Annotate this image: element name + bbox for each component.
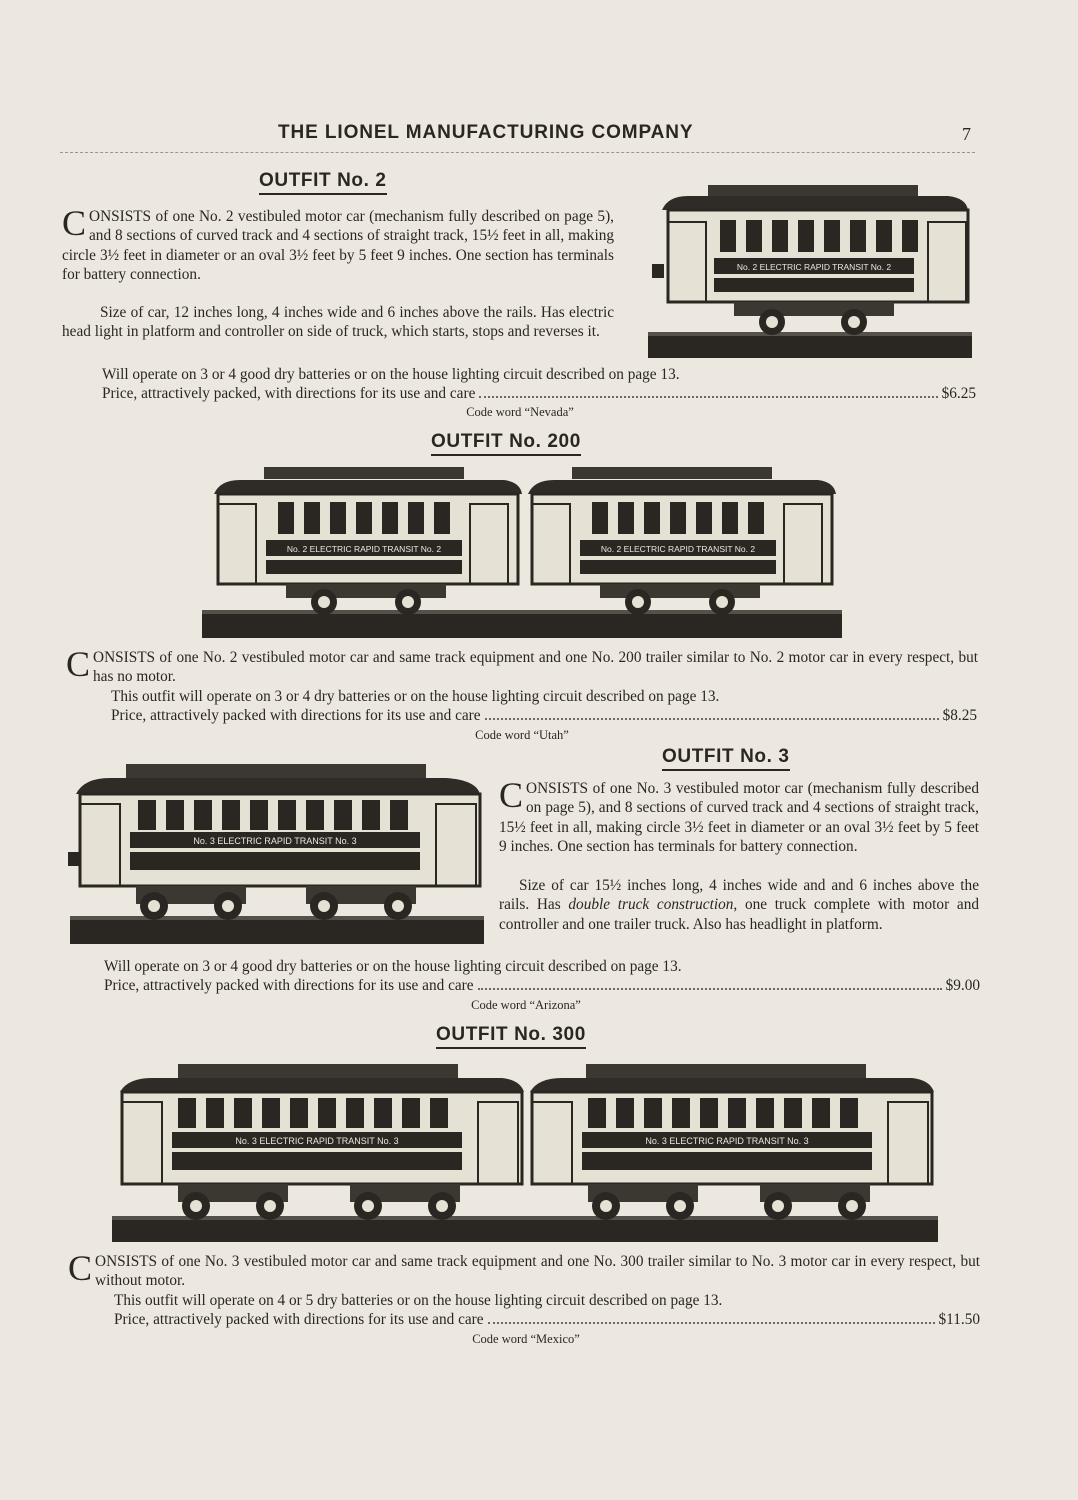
outfit-200-operate-text: This outfit will operate on 3 or 4 dry batteries or on the house lighting circuit described on page 13. xyxy=(111,688,720,705)
car-sign: No. 2 ELECTRIC RAPID TRANSIT No. 2 xyxy=(736,262,892,272)
dot-leader xyxy=(485,706,939,720)
price-value: $6.25 xyxy=(941,385,976,402)
outfit-3-size-a: Size of car 15½ inches long, 4 inches wide and and 6 inches above the rails. Has xyxy=(499,877,979,914)
page-number: 7 xyxy=(962,124,971,144)
outfit-3-title: OUTFIT No. 3 xyxy=(662,746,790,771)
outfit-300-para1: ONSISTS of one No. 3 vestibuled motor car and same track equipment and one No. 300 trailer similar to No. 3 motor car in every respect, but without motor. xyxy=(95,1253,980,1290)
dropcap: C xyxy=(62,203,87,243)
outfit-300-price-line xyxy=(114,1310,980,1329)
outfit-300-code-word: Code word “Mexico” xyxy=(472,1332,580,1346)
outfit-3-operate-text: Will operate on 3 or 4 good dry batteries or on the house lighting circuit described on page 13. xyxy=(104,958,682,975)
outfit-3-size-text xyxy=(499,876,979,934)
car-sign: No. 3 ELECTRIC RAPID TRANSIT No. 3 xyxy=(193,836,357,846)
car-sign: No. 2 ELECTRIC RAPID TRANSIT No. 2 xyxy=(286,544,442,554)
outfit-3-para1: ONSISTS of one No. 3 vestibuled motor car (mechanism fully described on page 5), and 8 sections of curved track and 4 sections of straight track, 15½ feet in all, making circle 3½ feet in diameter or an oval 3½ feet by 5 feet 9 inches. One section has terminals for battery connection. xyxy=(499,780,979,855)
price-label: Price, attractively packed with directions for its use and care xyxy=(114,1311,484,1328)
dropcap: C xyxy=(66,644,91,684)
outfit-300-operate-text: This outfit will operate on 4 or 5 dry batteries or on the house lighting circuit described on page 13. xyxy=(114,1292,723,1309)
price-label: Price, attractively packed, with directions for its use and care xyxy=(102,385,476,402)
dot-leader xyxy=(479,384,937,398)
outfit-3-car-illustration xyxy=(66,760,484,946)
outfit-300-description xyxy=(68,1248,980,1291)
car-sign: No. 2 ELECTRIC RAPID TRANSIT No. 2 xyxy=(600,544,756,554)
outfit-3-size-b: , one truck complete with motor and controller and one trailer truck. Also has headlight in platform. xyxy=(499,896,979,933)
company-name: THE LIONEL MANUFACTURING COMPANY xyxy=(278,122,694,143)
car-sign: No. 3 ELECTRIC RAPID TRANSIT No. 3 xyxy=(235,1136,399,1146)
outfit-200-price-line xyxy=(111,706,977,725)
price-label: Price, attractively packed with directions for its use and care xyxy=(111,707,481,724)
car-sign: No. 3 ELECTRIC RAPID TRANSIT No. 3 xyxy=(645,1136,809,1146)
outfit-2-title: OUTFIT No. 2 xyxy=(259,170,387,195)
dot-leader xyxy=(488,1310,935,1324)
outfit-2-size-text: Size of car, 12 inches long, 4 inches wide and 6 inches above the rails. Has electric head light in platform and controller on side of truck, which starts, stops and reverses it. xyxy=(62,304,614,341)
dropcap: C xyxy=(499,775,524,815)
running-header xyxy=(60,118,975,153)
price-value: $8.25 xyxy=(942,707,977,724)
outfit-200-para1: ONSISTS of one No. 2 vestibuled motor car and same track equipment and one No. 200 trailer similar to No. 2 motor car in every respect, but has no motor. xyxy=(93,649,978,686)
outfit-300-title: OUTFIT No. 300 xyxy=(436,1024,586,1049)
outfit-2-para1: ONSISTS of one No. 2 vestibuled motor car (mechanism fully described on page 5), and 8 sections of curved track and 4 sections of straight track, 15½ feet in all, making circle 3½ feet in diameter or an oval 3½ feet by 5 feet 9 inches. One section has terminals for battery connection. xyxy=(62,208,614,283)
outfit-200-code-word: Code word “Utah” xyxy=(475,728,569,742)
price-label: Price, attractively packed with directions for its use and care xyxy=(104,977,474,994)
outfit-3-code-word: Code word “Arizona” xyxy=(471,998,581,1012)
outfit-200-title: OUTFIT No. 200 xyxy=(431,431,581,456)
outfit-200-car-illustration xyxy=(202,464,842,640)
price-value: $9.00 xyxy=(945,977,980,994)
dot-leader xyxy=(478,976,942,990)
dropcap: C xyxy=(68,1248,93,1288)
outfit-2-car-illustration xyxy=(648,182,972,360)
outfit-2-description xyxy=(62,203,614,284)
outfit-2-code-word: Code word “Nevada” xyxy=(466,405,574,419)
outfit-2-operate-text: Will operate on 3 or 4 good dry batteries or on the house lighting circuit described on page 13. xyxy=(102,366,680,383)
price-value: $11.50 xyxy=(938,1311,980,1328)
double-truck-emphasis: double truck construction xyxy=(568,896,734,914)
outfit-3-description xyxy=(499,775,979,856)
outfit-2-price-line xyxy=(102,384,976,403)
outfit-3-price-line xyxy=(104,976,980,995)
outfit-200-description xyxy=(66,644,978,687)
outfit-300-car-illustration xyxy=(112,1060,938,1244)
